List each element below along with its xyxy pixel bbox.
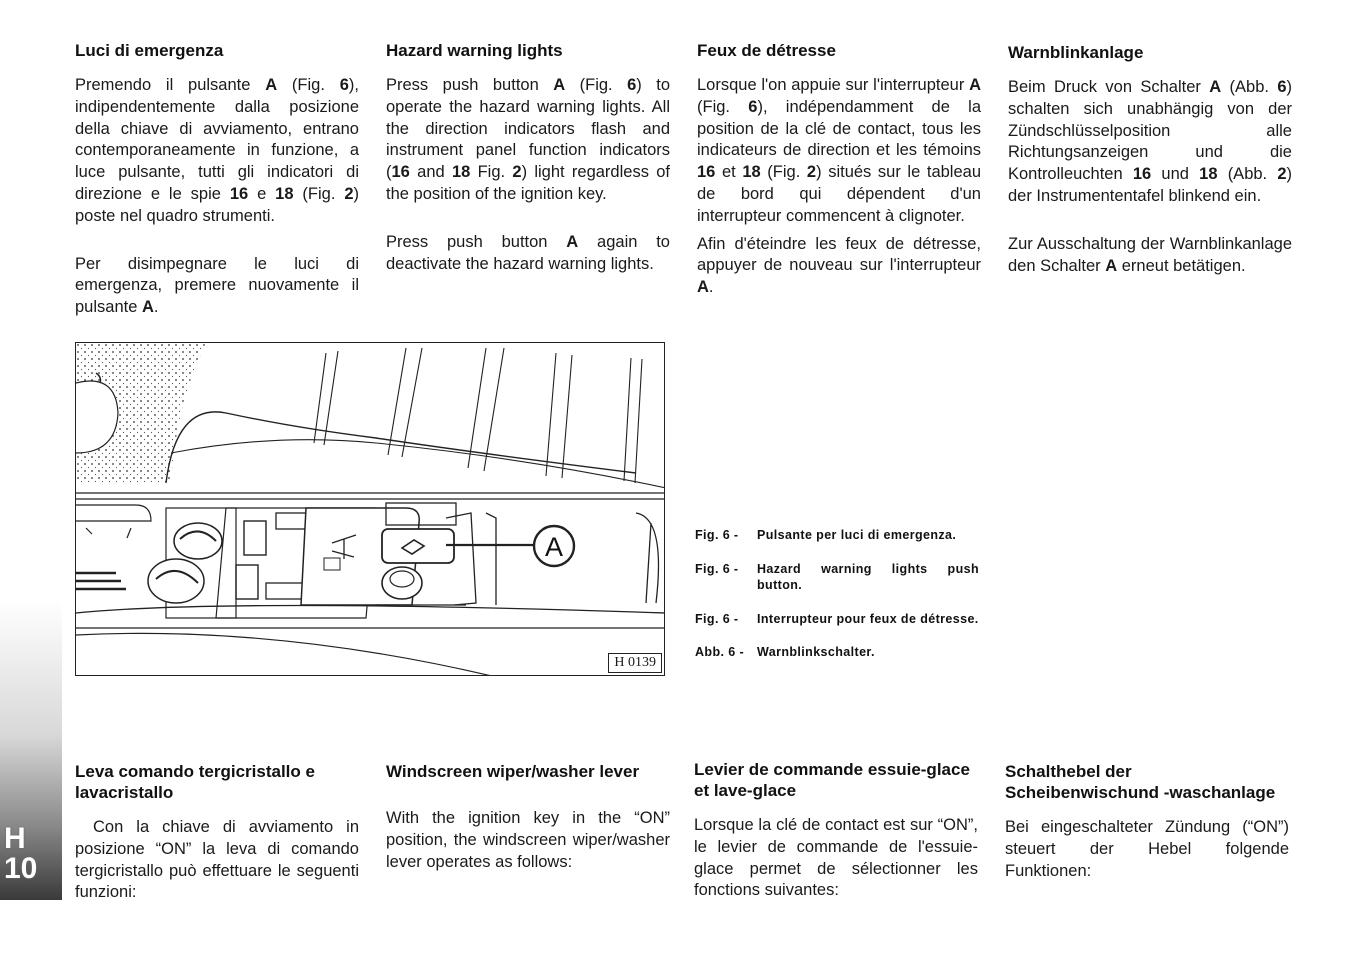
console-lower-edge (76, 628, 665, 676)
para-de-wiper: Bei eingeschalteter Zündung (“ON”) steuert der Hebel folgende Funktionen: (1005, 818, 1289, 880)
para-fr-wiper: Lorsque la clé de contact est sur “ON”, le levier de commande de l'essuie-glace permet de sélectionner les fonctions suivantes: (694, 816, 978, 900)
callout-label-a: A (544, 532, 564, 562)
hazard-push-button-a (382, 529, 454, 563)
air-vent (76, 505, 151, 521)
para-it-hazard-1: Premendo il pulsante A (Fig. 6), indipendentemente dalla posizione della chiave di avviamento, entrano contemporaneamente in funzione, a luce pulsante, tutti gli indicatori di direzione e le spie 16 e 18 (Fig. 2) poste nel quadro strumenti. (75, 76, 359, 225)
tab-page-number: 10 (4, 852, 38, 885)
para-fr-hazard-2: Afin d'éteindre les feux de détresse, appuyer de nouveau sur l'interrupteur A. (697, 234, 981, 297)
cigarette-lighter (382, 567, 422, 599)
hazard-switch-illustration (75, 342, 665, 676)
caption-number: Abb. 6 - (695, 645, 745, 659)
section-it-wiper (75, 761, 359, 904)
para-en-hazard-1: Press push button A (Fig. 6) to operate the hazard warning lights. All the direction indicators flash and instrument panel function indicators (16 and 18 Fig. 2) light regardless of the position of the ignition key. (386, 76, 671, 203)
section-de-wiper (1005, 761, 1289, 882)
para-it-wiper: Con la chiave di avviamento in posizione “ON” la leva di comando tergicristallo può effettuare le seguenti funzioni: (75, 818, 359, 902)
section-en-hazard (386, 40, 670, 275)
section-en-wiper (386, 761, 670, 873)
rocker-switch-2 (236, 565, 258, 599)
heading-it-hazard: Luci di emergenza (75, 41, 224, 60)
para-de-hazard-1: Beim Druck von Schalter A (Abb. 6) schalten sich unabhängig von der Zündschlüsselposition alle Richtungsanzeigen und die Kontrolleuchten 16 und 18 (Abb. 2) der Instrumententafel blinkend ein. (1008, 78, 1293, 205)
seat-stitching (314, 348, 642, 483)
vent-slats (76, 573, 126, 589)
heading-de-wiper: Schalthebel der Scheibenwischund -waschanlage (1005, 762, 1276, 802)
para-fr-hazard-1: Lorsque l'on appuie sur l'interrupteur A (Fig. 6), indépendamment de la position de la clé de contact, tous les indicateurs de direction et les témoins 16 et 18 (Fig. 2) situés sur le tableau de bord qui dépendent d'un interrupteur commencent à clignoter. (697, 76, 981, 225)
section-tab-marker (0, 600, 62, 900)
caption-text: Pulsante per luci di emergenza. (757, 528, 957, 542)
heading-en-hazard: Hazard warning lights (386, 41, 563, 60)
heading-en-wiper: Windscreen wiper/washer lever (386, 762, 640, 781)
para-en-hazard-2: Press push button A again to deactivate the hazard warning lights. (386, 232, 670, 273)
caption-text: Hazard warning lights push button. (757, 561, 979, 592)
para-en-wiper: With the ignition key in the “ON” position, the windscreen wiper/washer lever operates as follows: (386, 809, 670, 871)
caption-fr (695, 611, 979, 628)
caption-number: Fig. 6 - (695, 611, 739, 626)
para-de-hazard-2: Zur Ausschaltung der Warnblinkanlage den Schalter A erneut betätigen. (1008, 234, 1292, 275)
caption-number: Fig. 6 - (695, 561, 739, 576)
dashboard-drawing (76, 343, 665, 676)
tab-letter: H (4, 822, 26, 855)
para-it-hazard-2: Per disimpegnare le luci di emergenza, premere nuovamente il pulsante A. (75, 254, 359, 317)
caption-number: Fig. 6 - (695, 528, 739, 542)
caption-de (695, 644, 979, 661)
caption-en (695, 561, 979, 594)
figure-captions (695, 527, 979, 678)
section-fr-hazard (697, 40, 981, 299)
figure-reference-code: H 0139 (608, 653, 662, 673)
heading-fr-wiper: Levier de commande essuie-glace et lave-glace (694, 760, 970, 800)
section-it-hazard (75, 40, 359, 319)
section-fr-wiper (694, 759, 978, 902)
caption-text: Interrupteur pour feux de détresse. (757, 611, 979, 626)
seat-outline (166, 412, 636, 483)
heading-fr-hazard: Feux de détresse (697, 41, 836, 60)
console-edge (76, 493, 665, 499)
section-de-hazard (1008, 42, 1292, 277)
heading-de-hazard: Warnblinkanlage (1008, 43, 1144, 62)
heading-it-wiper: Leva comando tergicristallo e lavacristallo (75, 762, 315, 802)
caption-text: Warnblinkschalter. (757, 645, 875, 659)
rocker-switch-1 (244, 521, 266, 555)
caption-it (695, 527, 979, 544)
